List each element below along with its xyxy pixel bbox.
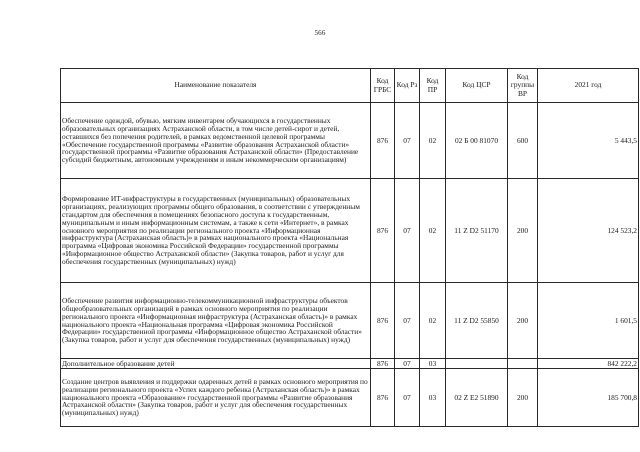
row-csr: 02 Б 00 81070 bbox=[446, 103, 508, 179]
table-row bbox=[61, 359, 639, 369]
row-name: Создание центров выявления и поддержки одаренных детей в рамках основного мероприятия по реализации регионального проекта «Успех каждого ребенка (Астраханская область)» в рамках национального проекта «Образование» государственной программы «Развитие образования Астраханской области» (Закупка товаров, работ и услуг для обеспечения государственных (муниципальных) нужд) bbox=[61, 369, 371, 427]
row-grbs: 876 bbox=[371, 283, 395, 359]
row-pr: 03 bbox=[420, 359, 446, 369]
row-vr: 200 bbox=[508, 369, 538, 427]
table-row bbox=[61, 103, 639, 179]
row-pr: 03 bbox=[420, 369, 446, 427]
row-csr: 11 Z D2 55850 bbox=[446, 283, 508, 359]
header-year: 2021 год bbox=[538, 69, 639, 103]
row-name: Обеспечение одеждой, обувью, мягким инвентарем обучающихся в государственных образовательных организациях Астраханской области, в том числе детей-сирот и детей, оставшихся без попечения родителей, в рамках ведомственной целевой программы «Обеспечение государственной программы «Развитие образования Астраханской области» государственной программы «Развитие образования Астраханской области» (Предоставление субсидий бюджетным, автономным учреждениям и иным некоммерческим организациям) bbox=[61, 103, 371, 179]
budget-table bbox=[60, 68, 639, 427]
table-row bbox=[61, 179, 639, 283]
page-number: 566 bbox=[314, 29, 326, 37]
row-name: Дополнительное образование детей bbox=[61, 359, 371, 369]
row-amount: 1 601,5 bbox=[538, 283, 639, 359]
header-grbs: Код ГРБС bbox=[371, 69, 395, 103]
row-amount: 5 443,5 bbox=[538, 103, 639, 179]
row-amount: 842 222,2 bbox=[538, 359, 639, 369]
row-vr: 200 bbox=[508, 283, 538, 359]
row-csr: 11 Z D2 51170 bbox=[446, 179, 508, 283]
row-pr: 02 bbox=[420, 103, 446, 179]
header-rz: Код Рз bbox=[395, 69, 420, 103]
table-row bbox=[61, 369, 639, 427]
row-vr: 200 bbox=[508, 179, 538, 283]
row-vr: 600 bbox=[508, 103, 538, 179]
row-rz: 07 bbox=[395, 103, 420, 179]
row-amount: 185 700,8 bbox=[538, 369, 639, 427]
row-csr bbox=[446, 359, 508, 369]
row-name: Формирование ИТ-инфраструктуры в государственных (муниципальных) образовательных организациях, реализующих программы общего образования, в соответствии с утвержденным стандартом для обеспечения в помещениях безопасного доступа к государственным, муниципальным и иным информационным системам, а также к сети «Интернет», в рамках основного мероприятия по реализации регионального проекта «Информационная инфраструктура (Астраханская область)» в рамках национального проекта «Национальная программа «Цифровая экономика Российской Федерации» государственной программы «Информационное общество Астраханской области» (Закупка товаров, работ и услуг для обеспечения государственных (муниципальных) нужд) bbox=[61, 179, 371, 283]
row-name: Обеспечение развития информационно-телекоммуникационной инфраструктуры объектов общеобразовательных организаций в рамках основного мероприятия по реализации регионального проекта «Информационная инфраструктура (Астраханская область)» в рамках национального проекта «Национальная программа «Цифровая экономика Российской Федерации» государственной программы «Информационное общество Астраханской области» (Закупка товаров, работ и услуг для обеспечения государственных (муниципальных) нужд) bbox=[61, 283, 371, 359]
row-vr bbox=[508, 359, 538, 369]
header-csr: Код ЦСР bbox=[446, 69, 508, 103]
row-csr: 02 Z E2 51890 bbox=[446, 369, 508, 427]
row-pr: 02 bbox=[420, 179, 446, 283]
table-header-row bbox=[61, 69, 639, 103]
row-rz: 07 bbox=[395, 283, 420, 359]
row-rz: 07 bbox=[395, 179, 420, 283]
row-pr: 02 bbox=[420, 283, 446, 359]
row-grbs: 876 bbox=[371, 103, 395, 179]
row-rz: 07 bbox=[395, 359, 420, 369]
row-rz: 07 bbox=[395, 369, 420, 427]
header-pr: Код ПР bbox=[420, 69, 446, 103]
row-grbs: 876 bbox=[371, 369, 395, 427]
row-grbs: 876 bbox=[371, 179, 395, 283]
row-amount: 124 523,2 bbox=[538, 179, 639, 283]
table-row bbox=[61, 283, 639, 359]
header-vr: Код группы ВР bbox=[508, 69, 538, 103]
row-grbs: 876 bbox=[371, 359, 395, 369]
header-name: Наименование показателя bbox=[61, 69, 371, 103]
